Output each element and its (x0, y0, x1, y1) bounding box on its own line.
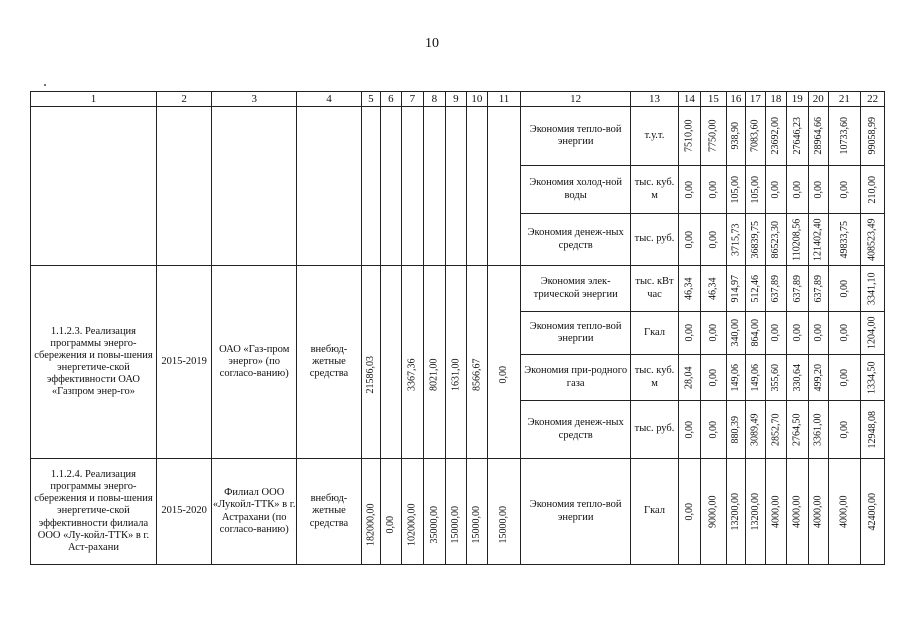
indicator-name: Экономия тепло-вой энергии (521, 459, 631, 565)
indicator-value (679, 459, 701, 565)
column-number: 22 (861, 92, 885, 107)
gazprom-entry-funding-value: 3367,36 (406, 358, 418, 392)
indicator-value (745, 459, 765, 565)
indicator-row (31, 266, 885, 312)
indicator-unit: Гкал (630, 312, 678, 355)
gazprom-entry-funding (424, 266, 446, 459)
indicator-value-value: 99058,99 (866, 117, 878, 155)
indicator-value (727, 166, 745, 214)
empty-cell (487, 107, 521, 266)
indicator-value-value: 4000,00 (812, 495, 824, 528)
lukoil-entry-funding-value: 15000,00 (498, 505, 510, 544)
indicator-value (700, 312, 727, 355)
column-number: 5 (361, 92, 380, 107)
lukoil-entry-funding-value: 35000,00 (428, 505, 440, 544)
empty-cell (156, 107, 211, 266)
indicator-value (745, 107, 765, 166)
gazprom-entry-funding (381, 266, 401, 459)
indicator-value (727, 401, 745, 459)
indicator-value-value: 637,89 (791, 274, 803, 303)
indicator-value (786, 312, 809, 355)
empty-cell (31, 107, 157, 266)
indicator-value (766, 401, 786, 459)
indicator-value-value: 0,00 (838, 368, 850, 387)
indicator-value-value: 914,97 (730, 274, 742, 303)
indicator-value (861, 312, 885, 355)
indicator-value (700, 401, 727, 459)
indicator-value-value: 210,00 (866, 175, 878, 204)
indicator-value-value: 0,00 (683, 230, 695, 249)
indicator-value (745, 266, 765, 312)
indicator-value (679, 401, 701, 459)
indicator-value (766, 214, 786, 266)
gazprom-entry-funding-value: 0,00 (498, 366, 510, 384)
column-number-row (31, 92, 885, 107)
indicator-value (727, 107, 745, 166)
gazprom-entry-funding-value: 1631,00 (450, 358, 462, 392)
gazprom-entry-funding (467, 266, 487, 459)
column-number: 7 (401, 92, 424, 107)
empty-cell (467, 107, 487, 266)
column-number: 1 (31, 92, 157, 107)
gazprom-entry-title: 1.1.2.3. Реализация программы энерго-сбережения и повы-шения энергетиче-ской эффективности ОАО «Газпром энер-го» (31, 266, 157, 459)
indicator-value (679, 166, 701, 214)
empty-cell (361, 107, 380, 266)
indicator-value (828, 459, 861, 565)
indicator-name: Экономия элек-трической энергии (521, 266, 631, 312)
column-number: 12 (521, 92, 631, 107)
indicator-value-value: 7510,00 (683, 119, 695, 153)
indicator-value-value: 408523,49 (866, 218, 878, 261)
lukoil-entry-funding-source: внебюд-жетные средства (297, 459, 362, 565)
column-number: 17 (745, 92, 765, 107)
indicator-value-value: 637,89 (812, 274, 824, 303)
indicator-value (809, 214, 828, 266)
scan-speck (44, 84, 46, 86)
indicator-value (700, 214, 727, 266)
indicator-value-value: 0,00 (838, 279, 850, 298)
indicator-value (700, 355, 727, 401)
gazprom-entry-funding-value: 8021,00 (428, 358, 440, 392)
indicator-value (828, 312, 861, 355)
indicator-value (861, 459, 885, 565)
indicator-value (700, 459, 727, 565)
indicator-value (861, 355, 885, 401)
column-number: 16 (727, 92, 745, 107)
gazprom-entry-funding (401, 266, 424, 459)
gazprom-entry-funding (487, 266, 521, 459)
column-number: 10 (467, 92, 487, 107)
lukoil-entry-funding-value: 0,00 (385, 515, 397, 534)
indicator-value (809, 166, 828, 214)
indicator-value-value: 13200,00 (749, 492, 761, 531)
column-number: 13 (630, 92, 678, 107)
indicator-value-value: 0,00 (683, 420, 695, 439)
indicator-value-value: 27646,23 (791, 117, 803, 155)
gazprom-entry-funding-value: 21586,03 (365, 356, 377, 394)
indicator-name: Экономия тепло-вой энергии (521, 107, 631, 166)
indicator-value (766, 107, 786, 166)
indicator-value (828, 401, 861, 459)
indicator-value (679, 107, 701, 166)
indicator-unit: т.у.т. (630, 107, 678, 166)
indicator-value-value: 49833,75 (838, 220, 850, 259)
indicator-value-value: 0,00 (838, 420, 850, 439)
lukoil-entry-funding (361, 459, 380, 565)
indicator-value-value: 28,04 (683, 366, 695, 389)
indicator-value-value: 864,00 (749, 319, 761, 347)
indicator-value-value: 3715,73 (730, 223, 742, 256)
indicator-value (745, 214, 765, 266)
indicator-value (727, 355, 745, 401)
indicator-value (766, 312, 786, 355)
indicator-value-value: 0,00 (707, 324, 719, 342)
indicator-value (809, 312, 828, 355)
indicator-value (861, 107, 885, 166)
indicator-value-value: 28964,66 (812, 117, 824, 155)
indicator-value-value: 0,00 (838, 180, 850, 199)
indicator-value-value: 3341,10 (866, 272, 878, 305)
indicator-value-value: 36839,75 (749, 220, 761, 259)
indicator-value-value: 12948,08 (866, 410, 878, 449)
indicator-value (786, 166, 809, 214)
indicator-value (828, 266, 861, 312)
indicator-value (809, 107, 828, 166)
indicator-value (786, 401, 809, 459)
indicator-value-value: 0,00 (791, 180, 803, 199)
indicator-value (727, 459, 745, 565)
indicator-value-value: 0,00 (707, 368, 719, 387)
indicator-value-value: 0,00 (838, 324, 850, 342)
indicator-value (861, 166, 885, 214)
indicator-value-value: 0,00 (770, 180, 782, 199)
indicator-value-value: 0,00 (707, 420, 719, 439)
gazprom-entry-executor: ОАО «Газ-пром энерго» (по согласо-ванию) (212, 266, 297, 459)
indicator-value (727, 266, 745, 312)
indicator-value-value: 0,00 (683, 324, 695, 342)
gazprom-entry-funding-source: внебюд-жетные средства (297, 266, 362, 459)
indicator-value (786, 459, 809, 565)
indicator-row (31, 459, 885, 565)
indicator-value (679, 214, 701, 266)
column-number: 21 (828, 92, 861, 107)
lukoil-entry-funding (445, 459, 467, 565)
indicator-value-value: 4000,00 (838, 495, 850, 528)
indicator-value-value: 4000,00 (791, 495, 803, 528)
gazprom-entry-funding (361, 266, 380, 459)
indicator-name: Экономия денеж-ных средств (521, 214, 631, 266)
indicator-value-value: 110208,56 (791, 218, 803, 261)
indicator-value-value: 13200,00 (730, 492, 742, 531)
indicator-value (828, 107, 861, 166)
indicator-unit: тыс. руб. (630, 401, 678, 459)
indicator-value (766, 459, 786, 565)
lukoil-entry-funding (487, 459, 521, 565)
indicator-value-value: 330,64 (791, 363, 803, 392)
empty-cell (445, 107, 467, 266)
gazprom-entry-funding-value: 8566,67 (471, 358, 483, 392)
lukoil-entry-executor: Филиал ООО «Лукойл-ТТК» в г. Астрахани (по согласо-ванию) (212, 459, 297, 565)
gazprom-entry-funding (445, 266, 467, 459)
indicator-value (809, 401, 828, 459)
empty-cell (297, 107, 362, 266)
indicator-value-value: 0,00 (812, 180, 824, 199)
indicator-value (861, 266, 885, 312)
indicator-value (766, 355, 786, 401)
indicator-value-value: 121402,40 (812, 218, 824, 261)
indicator-value-value: 355,60 (770, 363, 782, 392)
column-number: 11 (487, 92, 521, 107)
indicator-name: Экономия денеж-ных средств (521, 401, 631, 459)
indicator-value-value: 499,20 (812, 363, 824, 392)
page-number: 10 (425, 36, 439, 51)
indicator-value (786, 266, 809, 312)
indicator-value (679, 312, 701, 355)
lukoil-entry-funding (424, 459, 446, 565)
lukoil-entry-period: 2015-2020 (156, 459, 211, 565)
indicator-value-value: 340,00 (730, 319, 742, 347)
indicator-value-value: 512,46 (749, 274, 761, 303)
indicator-name: Экономия холод-ной воды (521, 166, 631, 214)
indicator-unit: тыс. кВт час (630, 266, 678, 312)
column-number: 15 (700, 92, 727, 107)
indicator-row (31, 107, 885, 166)
column-number: 14 (679, 92, 701, 107)
indicator-value (809, 459, 828, 565)
indicator-value (727, 214, 745, 266)
indicator-value-value: 880,39 (730, 415, 742, 444)
indicator-value-value: 46,34 (707, 277, 719, 300)
indicator-value-value: 1204,00 (866, 316, 878, 350)
indicator-unit: Гкал (630, 459, 678, 565)
indicator-value-value: 637,89 (770, 274, 782, 303)
lukoil-entry-funding-value: 182000,00 (365, 503, 377, 546)
indicator-value-value: 7750,00 (707, 119, 719, 153)
indicator-value-value: 2852,70 (770, 413, 782, 446)
indicator-value (745, 355, 765, 401)
gazprom-entry-period: 2015-2019 (156, 266, 211, 459)
column-number: 19 (786, 92, 809, 107)
indicator-value-value: 4000,00 (770, 495, 782, 528)
indicator-value-value: 149,06 (749, 363, 761, 392)
indicator-value (786, 355, 809, 401)
indicator-value-value: 0,00 (791, 324, 803, 342)
indicator-value-value: 0,00 (812, 324, 824, 342)
indicator-value (809, 266, 828, 312)
indicator-value (745, 401, 765, 459)
empty-cell (212, 107, 297, 266)
lukoil-entry-title: 1.1.2.4. Реализация программы энерго-сбережения и повы-шения энергетиче-ской эффективности филиала ООО «Лу-койл-ТТК» в г. Аст-рахани (31, 459, 157, 565)
indicator-value-value: 3361,00 (812, 413, 824, 446)
indicator-value-value: 105,00 (749, 175, 761, 204)
lukoil-entry-funding-value: 102000,00 (406, 503, 418, 546)
lukoil-entry-funding-value: 15000,00 (471, 505, 483, 544)
indicator-value (861, 214, 885, 266)
indicator-value-value: 7083,60 (749, 119, 761, 153)
indicator-value-value: 105,00 (730, 175, 742, 204)
empty-cell (381, 107, 401, 266)
indicator-value (727, 312, 745, 355)
column-number: 18 (766, 92, 786, 107)
column-number: 2 (156, 92, 211, 107)
indicator-value (745, 166, 765, 214)
indicator-value-value: 1334,50 (866, 361, 878, 394)
indicator-value (828, 214, 861, 266)
indicator-value-value: 10733,60 (838, 117, 850, 155)
indicator-value-value: 0,00 (770, 324, 782, 342)
indicator-unit: тыс. куб. м (630, 166, 678, 214)
column-number: 4 (297, 92, 362, 107)
indicator-value (679, 266, 701, 312)
indicator-value-value: 0,00 (683, 502, 695, 521)
lukoil-entry-funding (381, 459, 401, 565)
indicator-value-value: 0,00 (683, 180, 695, 199)
indicator-value (745, 312, 765, 355)
indicator-value-value: 42400,00 (866, 492, 878, 531)
indicator-value (828, 355, 861, 401)
indicator-value-value: 938,90 (730, 122, 742, 150)
indicator-value-value: 2764,50 (791, 413, 803, 446)
indicator-value-value: 0,00 (707, 180, 719, 199)
indicator-value-value: 23692,00 (770, 117, 782, 155)
column-number: 8 (424, 92, 446, 107)
indicator-value (861, 401, 885, 459)
indicator-value-value: 46,34 (683, 277, 695, 300)
indicator-value (766, 166, 786, 214)
indicator-value (809, 355, 828, 401)
indicator-value-value: 0,00 (707, 230, 719, 249)
indicator-value (700, 266, 727, 312)
indicator-value (700, 166, 727, 214)
column-number: 9 (445, 92, 467, 107)
indicator-value (786, 214, 809, 266)
indicator-name: Экономия при-родного газа (521, 355, 631, 401)
indicator-value-value: 9000,00 (707, 495, 719, 528)
indicator-value (679, 355, 701, 401)
lukoil-entry-funding (467, 459, 487, 565)
empty-cell (424, 107, 446, 266)
column-number: 6 (381, 92, 401, 107)
indicator-name: Экономия тепло-вой энергии (521, 312, 631, 355)
indicator-value (700, 107, 727, 166)
indicator-value (828, 166, 861, 214)
indicator-value (786, 107, 809, 166)
indicator-value (766, 266, 786, 312)
indicator-value-value: 149,06 (730, 363, 742, 392)
program-table (30, 91, 885, 565)
column-number: 20 (809, 92, 828, 107)
indicator-value-value: 3089,49 (749, 413, 761, 446)
indicator-unit: тыс. руб. (630, 214, 678, 266)
indicator-unit: тыс. куб. м (630, 355, 678, 401)
lukoil-entry-funding-value: 15000,00 (450, 505, 462, 544)
lukoil-entry-funding (401, 459, 424, 565)
column-number: 3 (212, 92, 297, 107)
indicator-value-value: 86523,30 (770, 220, 782, 259)
empty-cell (401, 107, 424, 266)
